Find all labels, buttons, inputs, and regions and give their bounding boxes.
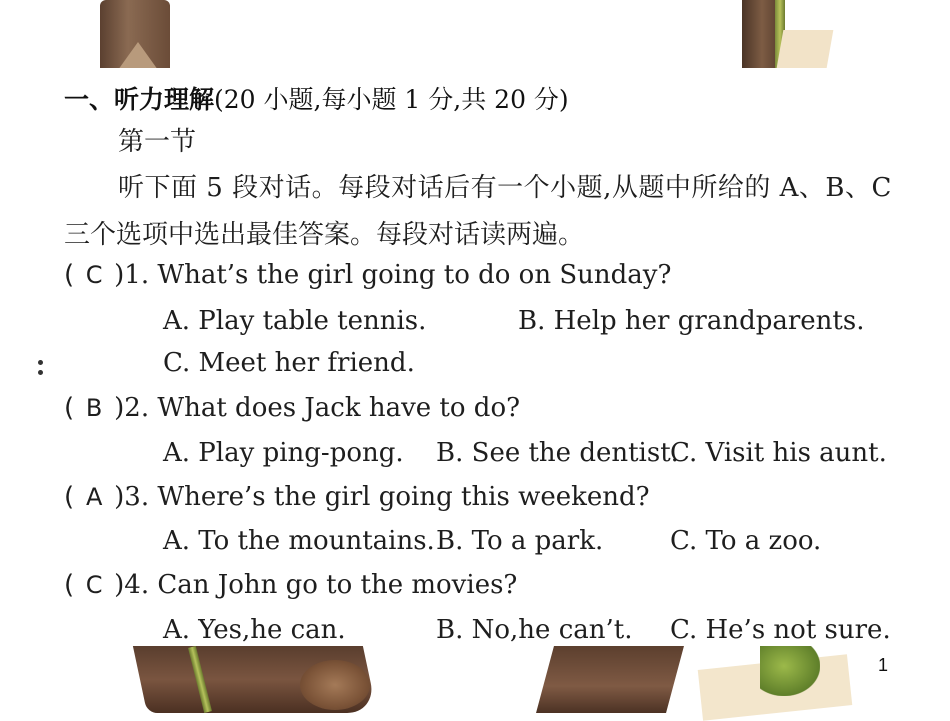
instructions-line-1: 听下面 5 段对话。每段对话后有一个小题,从题中所给的 A、B、C xyxy=(118,173,892,203)
open-paren: ( xyxy=(64,570,75,600)
question-3-text: )3. Where’s the girl going this weekend? xyxy=(114,482,650,512)
q3-option-c: C. To a zoo. xyxy=(670,526,822,556)
question-4 xyxy=(64,572,517,598)
question-1-text: )1. What’s the girl going to do on Sunday? xyxy=(114,260,672,290)
answer-4: C xyxy=(85,571,103,599)
question-2-text: )2. What does Jack have to do? xyxy=(114,393,521,423)
answer-3: A xyxy=(85,483,103,511)
leaf-decoration xyxy=(760,646,820,696)
q4-option-a: A. Yes,he can. xyxy=(163,615,346,645)
section-title xyxy=(64,87,569,112)
wood-log-decoration xyxy=(300,660,370,710)
q2-option-c: C. Visit his aunt. xyxy=(670,438,887,468)
open-paren: ( xyxy=(64,482,75,512)
q2-option-a: A. Play ping-pong. xyxy=(163,438,404,468)
subheading: 第一节 xyxy=(118,127,197,157)
open-paren: ( xyxy=(64,260,75,290)
wood-plank-decoration xyxy=(536,646,684,713)
answer-2: B xyxy=(85,394,103,422)
answer-1: C xyxy=(85,261,103,289)
question-4-text: )4. Can John go to the movies? xyxy=(114,570,518,600)
q1-option-b: B. Help her grandparents. xyxy=(518,306,865,336)
paper-scroll-decoration xyxy=(777,30,834,68)
q4-option-c: C. He’s not sure. xyxy=(670,615,891,645)
question-2 xyxy=(64,395,520,421)
section-title-detail: (20 小题,每小题 1 分,共 20 分) xyxy=(214,85,569,114)
q1-option-a: A. Play table tennis. xyxy=(163,306,427,336)
q1-option-c: C. Meet her friend. xyxy=(163,348,415,378)
q2-option-b: B. See the dentist. xyxy=(436,438,679,468)
question-3 xyxy=(64,484,650,510)
q4-option-b: B. No,he can’t. xyxy=(436,615,633,645)
q3-option-a: A. To the mountains. xyxy=(163,526,435,556)
question-1 xyxy=(64,262,671,288)
wood-splinter-decoration xyxy=(118,42,158,70)
q3-option-b: B. To a park. xyxy=(436,526,604,556)
section-title-prefix: 一、听力理解 xyxy=(64,85,215,114)
open-paren: ( xyxy=(64,393,75,423)
ink-mark-decoration xyxy=(38,360,43,386)
instructions-line-2: 三个选项中选出最佳答案。每段对话读两遍。 xyxy=(64,220,585,250)
page-number: 1 xyxy=(878,655,889,675)
